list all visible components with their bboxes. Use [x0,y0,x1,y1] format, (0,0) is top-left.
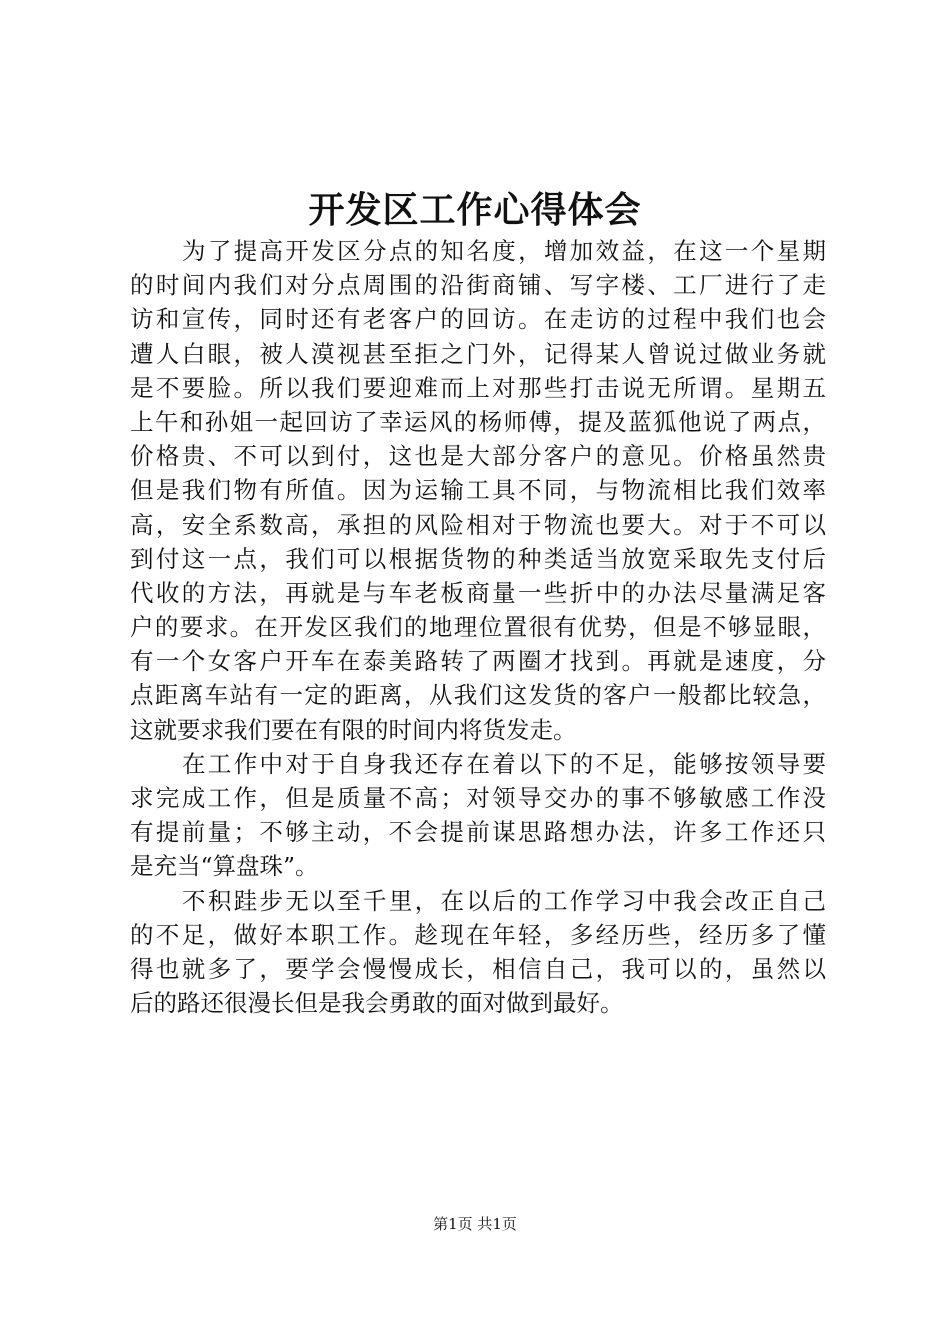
text-line: 求完成工作，但是质量不高；对领导交办的事不够敏感工作没 [130,784,826,812]
paragraph-2 [130,747,826,884]
text-line: 价格贵、不可以到付，这也是大部分客户的意见。价格虽然贵 [130,442,826,471]
text-line: 到付这一点，我们可以根据货物的种类适当放宽采取先支付后 [130,544,826,573]
text-line: 户的要求。在开发区我们的地理位置很有优势，但是不够显眼， [130,613,826,642]
text-line: 是不要脸。所以我们要迎难而上对那些打击说无所谓。星期五 [130,373,826,402]
text-line: 的时间内我们对分点周围的沿街商铺、写字楼、工厂进行了走 [130,271,826,300]
text-line: 得也就多了，要学会慢慢成长，相信自己，我可以的，虽然以 [130,954,826,983]
text-line: 遭人白眼，被人漠视甚至拒之门外，记得某人曾说过做业务就 [130,339,826,368]
text-line: 后的路还很漫长但是我会勇敢的面对做到最好。 [130,989,624,1018]
document-title: 开发区工作心得体会 [308,189,642,231]
text-line: 在工作中对于自身我还存在着以下的不足，能够按领导要 [182,749,826,778]
text-line: 访和宣传，同时还有老客户的回访。在走访的过程中我们也会 [130,305,826,334]
text-line: 高，安全系数高，承担的风险相对于物流也要大。对于不可以 [130,510,826,539]
text-line: 代收的方法，再就是与车老板商量一些折中的办法尽量满足客 [130,578,826,607]
text-line: 有一个女客户开车在泰美路转了两圈才找到。再就是速度，分 [130,647,826,676]
page-footer: 第1页 共1页 [433,1215,517,1233]
text-line: 的不足，做好本职工作。趁现在年轻，多经历些，经历多了懂 [130,920,826,949]
text-line: 上午和孙姐一起回访了幸运风的杨师傅，提及蓝狐他说了两点， [130,407,826,436]
text-line: 是充当“算盘珠”。 [130,852,319,881]
document-body [130,234,826,1020]
paragraph-3 [130,884,826,1021]
text-line: 点距离车站有一定的距离，从我们这发货的客户一般都比较急， [130,681,826,710]
paragraph-1 [130,234,826,747]
text-line: 但是我们物有所值。因为运输工具不同，与物流相比我们效率 [130,476,826,505]
text-line: 这就要求我们要在有限的时间内将货发走。 [130,715,577,744]
text-line: 不积跬步无以至千里，在以后的工作学习中我会改正自己 [182,886,826,915]
text-line: 为了提高开发区分点的知名度，增加效益，在这一个星期 [182,237,826,265]
text-line: 有提前量；不够主动，不会提前谋思路想办法，许多工作还只 [130,818,826,847]
